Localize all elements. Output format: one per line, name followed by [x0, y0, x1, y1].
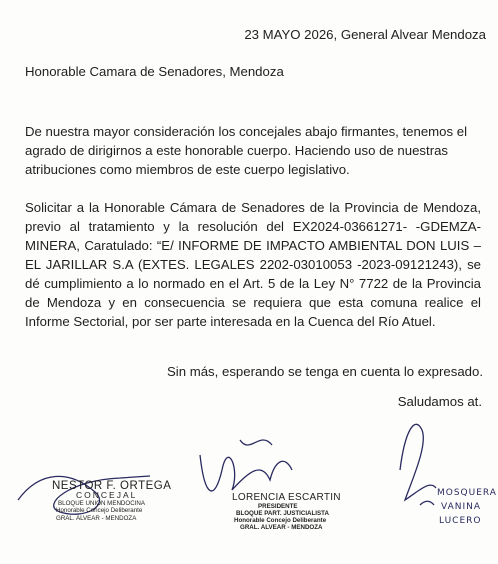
signer-right-line2: VANINA [441, 502, 482, 512]
signer-center-body: Honorable Concejo Deliberante [234, 517, 327, 524]
signature-right-scribble [400, 424, 436, 505]
signer-left-role: CONCEJAL [76, 490, 138, 500]
signer-right-handwritten [437, 486, 497, 528]
stamp-left [52, 480, 171, 522]
signer-right-line3: LUCERO [439, 516, 482, 526]
closing-line: Sin más, esperando se tenga en cuenta lo expresado. [167, 364, 483, 379]
salutation: Saludamos at. [397, 394, 482, 409]
date-line: 23 MAYO 2026, General Alvear Mendoza [244, 27, 486, 42]
signer-center-name: LORENCIA ESCARTIN [232, 492, 341, 503]
signer-left-name: NESTOR F. ORTEGA [52, 480, 172, 492]
paragraph-intro: De nuestra mayor consideración los concejales abajo firmantes, tenemos el agrado de dirigirnos a este honorable cuerpo. Haciendo uso de nuestras atribuciones como miembros de este cuerpo legislativo. [25, 124, 468, 177]
signature-center-scribble [200, 440, 292, 491]
signer-left-place: GRAL. ALVEAR - MENDOZA [56, 514, 137, 522]
addressee: Honorable Camara de Senadores, Mendoza [25, 64, 284, 79]
signer-center-role: PRESIDENTE [258, 503, 298, 510]
signer-center-bloque: BLOQUE PART. JUSTICIALISTA [236, 510, 329, 517]
stamp-center [232, 492, 341, 531]
signer-center-place: GRAL. ALVEAR - MENDOZA [240, 524, 323, 531]
paragraph-request: Solicitar a la Honorable Cámara de Senadores de la Provincia de Mendoza, previo al tratamiento y la resolución del EX2024-03661271- -GDEMZA-MINERA, Caratulado: “E/ INFORME DE IMPACTO AMBIENTAL DON LUIS – EL JARILLAR S.A (EXTES. LEGALES 2202-03010053 -2023-09121243), se dé cumplimiento a lo normado en el Art. 5 de la Ley N° 7722 de la Provincia de Mendoza y en consecuencia se requiera que esta comuna realice el Informe Sectorial, por ser parte interesada en la Cuenca del Río Atuel. [25, 200, 481, 329]
signer-left-bloque: BLOQUE UNION MENDOCINA [58, 499, 145, 507]
signer-right-line1: MOSQUERA [437, 488, 497, 498]
signer-left-body: Honorable Concejo Deliberante [56, 507, 143, 514]
